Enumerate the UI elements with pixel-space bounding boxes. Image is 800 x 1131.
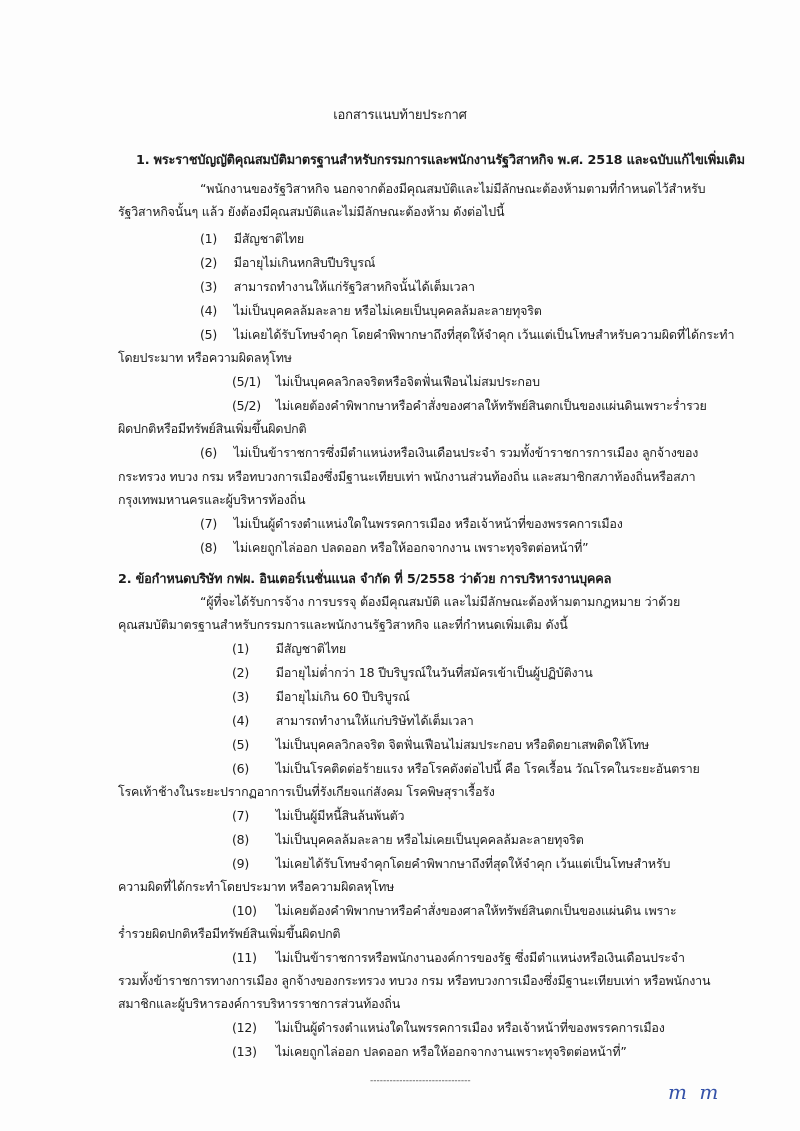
- item-text: ไม่เป็นข้าราชการหรือพนักงานองค์การของรัฐ ซึ่งมีตำแหน่งหรือเงินเดือนประจำ: [275, 950, 685, 965]
- section-2-item: [232, 1043, 627, 1061]
- item-number: (6): [200, 445, 218, 460]
- item-number: (9): [232, 856, 250, 871]
- section-1-item-continuation: โดยประมาท หรือความผิดลหุโทษ: [118, 350, 292, 365]
- item-number: (5): [232, 737, 250, 752]
- item-number: (2): [232, 665, 250, 680]
- section-2-item-continuation: โรคเท้าช้างในระยะปรากฏอาการเป็นที่รังเกียจแก่สังคม โรคพิษสุราเรื้อรัง: [118, 784, 495, 799]
- item-number: (11): [232, 950, 257, 965]
- item-number: (6): [232, 761, 250, 776]
- section-1-item: [200, 326, 734, 344]
- section-2-item: [232, 664, 593, 682]
- section-2-item-continuation: ความผิดที่ได้กระทำโดยประมาท หรือความผิดลหุโทษ: [118, 879, 395, 894]
- section-1-item: [200, 230, 304, 248]
- section-2-item: [232, 831, 584, 849]
- item-text: ไม่เป็นผู้ดำรงตำแหน่งใดในพรรคการเมือง หรือเจ้าหน้าที่ของพรรคการเมือง: [233, 516, 623, 531]
- item-text: สามารถทำงานให้แก่รัฐวิสาหกิจนั้นได้เต็มเวลา: [233, 279, 475, 294]
- section-1-item: [200, 254, 375, 272]
- item-text: สามารถทำงานให้แก่บริษัทได้เต็มเวลา: [275, 713, 474, 728]
- item-text: มีสัญชาติไทย: [233, 231, 304, 246]
- item-number: (1): [232, 641, 250, 656]
- item-number: (5/1): [232, 374, 261, 389]
- item-number: (7): [200, 516, 218, 531]
- item-number: (3): [232, 689, 250, 704]
- section-1-item-continuation: กรุงเทพมหานครและผู้บริหารท้องถิ่น: [118, 492, 306, 507]
- item-text: ไม่เคยต้องคำพิพากษาหรือคำสั่งของศาลให้ทรัพย์สินตกเป็นของแผ่นดินเพราะร่ำรวย: [275, 398, 707, 413]
- section-2-item: [232, 807, 404, 825]
- section-2-intro-line-2: คุณสมบัติมาตรฐานสำหรับกรรมการและพนักงานรัฐวิสาหกิจ และที่กำหนดเพิ่มเติม ดังนี้: [118, 617, 568, 632]
- item-number: (3): [200, 279, 218, 294]
- section-1-item: [200, 515, 623, 533]
- item-text: มีสัญชาติไทย: [275, 641, 346, 656]
- item-number: (1): [200, 231, 218, 246]
- item-number: (4): [200, 303, 218, 318]
- item-number: (13): [232, 1044, 257, 1059]
- section-2-intro-line-1: “ผู้ที่จะได้รับการจ้าง การบรรจุ ต้องมีคุณสมบัติ และไม่มีลักษณะต้องห้ามตามกฎหมาย ว่าด้วย: [200, 594, 681, 609]
- item-number: (2): [200, 255, 218, 270]
- section-2-item-continuation: สมาชิกและผู้บริหารองค์การบริหารราชการส่วนท้องถิ่น: [118, 996, 401, 1011]
- section-1-intro-line-2: รัฐวิสาหกิจนั้นๆ แล้ว ยังต้องมีคุณสมบัติและไม่มีลักษณะต้องห้าม ดังต่อไปนี้: [118, 204, 505, 219]
- section-2-item-continuation: ร่ำรวยผิดปกติหรือมีทรัพย์สินเพิ่มขึ้นผิดปกติ: [118, 926, 341, 941]
- item-number: (5): [200, 327, 218, 342]
- item-text: ไม่เป็นบุคคลวิกลจริตหรือจิตฟั่นเฟือนไม่สมประกอบ: [275, 374, 540, 389]
- item-text: ไม่เคยถูกไล่ออก ปลดออก หรือให้ออกจากงาน เพราะทุจริตต่อหน้าที่”: [233, 540, 589, 555]
- section-1-item: [200, 539, 588, 557]
- document-title: เอกสารแนบท้ายประกาศ: [333, 108, 467, 123]
- section-1-item-continuation: ผิดปกติหรือมีทรัพย์สินเพิ่มขึ้นผิดปกติ: [118, 421, 307, 436]
- section-1-intro-line-1: “พนักงานของรัฐวิสาหกิจ นอกจากต้องมีคุณสมบัติและไม่มีลักษณะต้องห้ามตามที่กำหนดไว้สำหรับ: [200, 181, 706, 196]
- item-text: มีอายุไม่ต่ำกว่า 18 ปีบริบูรณ์ในวันที่สมัครเข้าเป็นผู้ปฏิบัติงาน: [275, 665, 593, 680]
- section-1-item: [232, 397, 707, 415]
- section-1-item: [200, 302, 542, 320]
- item-text: ไม่เป็นบุคคลวิกลจริต จิตฟั่นเฟือนไม่สมประกอบ หรือติดยาเสพติดให้โทษ: [275, 737, 650, 752]
- item-text: มีอายุไม่เกินหกสิบปีบริบูรณ์: [233, 255, 376, 270]
- item-number: (10): [232, 903, 257, 918]
- item-text: ไม่เคยต้องคำพิพากษาหรือคำสั่งของศาลให้ทรัพย์สินตกเป็นของแผ่นดิน เพราะ: [275, 903, 677, 918]
- section-2-item: [232, 760, 700, 778]
- section-1-item: [232, 373, 540, 391]
- handwritten-signature: m m: [668, 1080, 722, 1104]
- section-2-item: [232, 949, 685, 967]
- item-text: ไม่เคยได้รับโทษจำคุกโดยคำพิพากษาถึงที่สุดให้จำคุก เว้นแต่เป็นโทษสำหรับ: [275, 856, 671, 871]
- item-text: ไม่เป็นข้าราชการซึ่งมีตำแหน่งหรือเงินเดือนประจำ รวมทั้งข้าราชการการเมือง ลูกจ้างของ: [233, 445, 699, 460]
- section-2-item: [232, 855, 670, 873]
- item-text: ไม่เป็นผู้ดำรงตำแหน่งใดในพรรคการเมือง หรือเจ้าหน้าที่ของพรรคการเมือง: [275, 1020, 665, 1035]
- item-text: ไม่เป็นบุคคลล้มละลาย หรือไม่เคยเป็นบุคคลล้มละลายทุจริต: [275, 832, 584, 847]
- item-number: (12): [232, 1020, 257, 1035]
- section-2-item: [232, 640, 346, 658]
- section-2-item-continuation: รวมทั้งข้าราชการทางการเมือง ลูกจ้างของกระทรวง ทบวง กรม หรือทบวงการเมืองซึ่งมีฐานะเทียบเท่า หรือพนักงาน: [118, 973, 711, 988]
- item-text: ไม่เป็นบุคคลล้มละลาย หรือไม่เคยเป็นบุคคลล้มละลายทุจริต: [233, 303, 542, 318]
- section-2-item: [232, 1019, 665, 1037]
- section-2-heading: 2. ข้อกำหนดบริษัท กฟผ. อินเตอร์เนชั่นแนล จำกัด ที่ 5/2558 ว่าด้วย การบริหารงานบุคคล: [118, 572, 612, 587]
- item-number: (7): [232, 808, 250, 823]
- section-2-item: [232, 688, 410, 706]
- section-2-item: [232, 902, 676, 920]
- item-number: (8): [200, 540, 218, 555]
- section-1-item-continuation: กระทรวง ทบวง กรม หรือทบวงการเมืองซึ่งมีฐานะเทียบเท่า พนักงานส่วนท้องถิ่น และสมาชิกสภาท้องถิ่นหรือสภา: [118, 469, 696, 484]
- item-text: มีอายุไม่เกิน 60 ปีบริบูรณ์: [275, 689, 410, 704]
- item-text: ไม่เคยได้รับโทษจำคุก โดยคำพิพากษาถึงที่สุดให้จำคุก เว้นแต่เป็นโทษสำหรับความผิดที่ได้กระทำ: [233, 327, 735, 342]
- item-number: (4): [232, 713, 250, 728]
- item-number: (5/2): [232, 398, 261, 413]
- item-text: ไม่เป็นโรคติดต่อร้ายแรง หรือโรคดังต่อไปนี้ คือ โรคเรื้อน วัณโรคในระยะอันตราย: [275, 761, 700, 776]
- section-1-heading: 1. พระราชบัญญัติคุณสมบัติมาตรฐานสำหรับกรรมการและพนักงานรัฐวิสาหกิจ พ.ศ. 2518 และฉบับแก้ไขเพิ่มเติม: [136, 153, 745, 168]
- item-text: ไม่เป็นผู้มีหนี้สินล้นพ้นตัว: [275, 808, 405, 823]
- section-1-item: [200, 278, 475, 296]
- item-text: ไม่เคยถูกไล่ออก ปลดออก หรือให้ออกจากงานเพราะทุจริตต่อหน้าที่”: [275, 1044, 627, 1059]
- section-2-item: [232, 736, 649, 754]
- end-divider: -------------------------------: [370, 1076, 471, 1086]
- section-2-item: [232, 712, 474, 730]
- item-number: (8): [232, 832, 250, 847]
- section-1-item: [200, 444, 698, 462]
